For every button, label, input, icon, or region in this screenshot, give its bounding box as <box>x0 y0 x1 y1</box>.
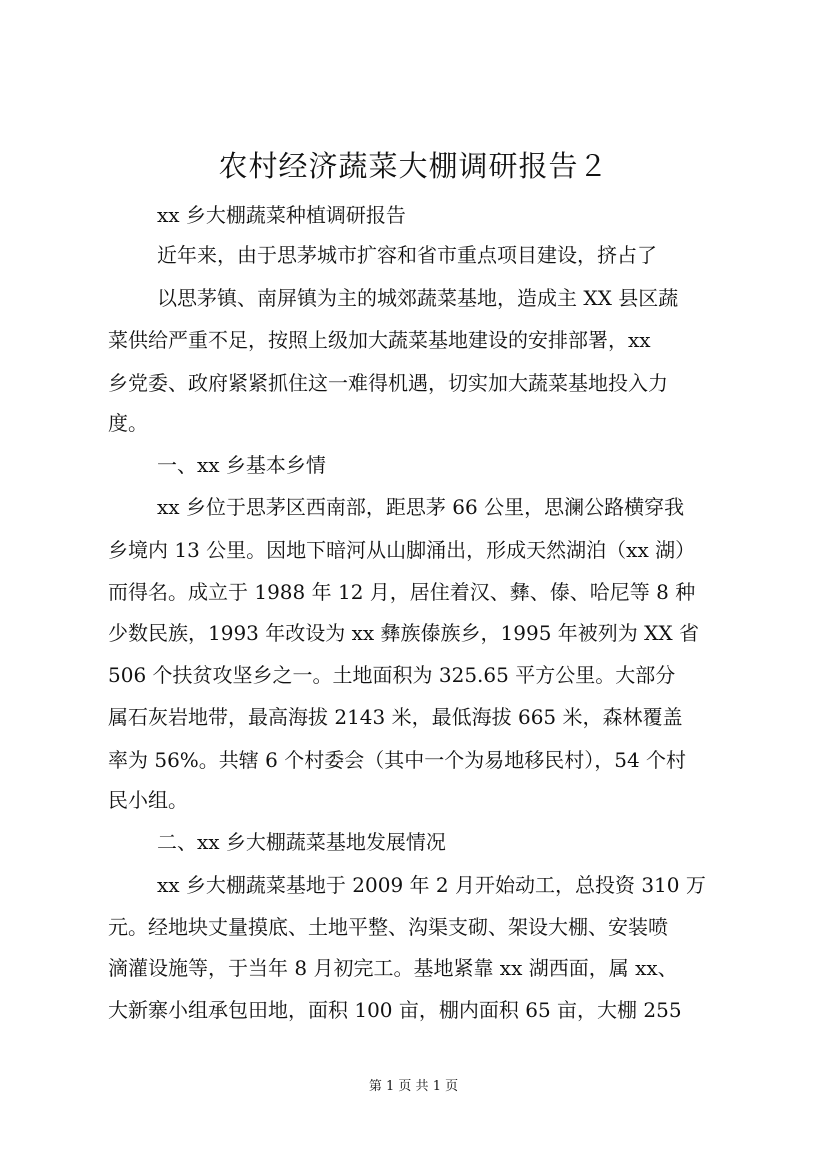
paragraph-line: 民小组。 <box>108 788 188 812</box>
paragraph-line: 元。经地块丈量摸底、土地平整、沟渠支砌、架设大棚、安装喷 <box>108 915 668 939</box>
paragraph-line: 度。 <box>108 411 148 435</box>
paragraph-line: 而得名。成立于 1988 年 12 月，居住着汉、彝、傣、哈尼等 8 种 <box>108 580 696 604</box>
paragraph-line: 滴灌设施等，于当年 8 月初完工。基地紧靠 xx 湖西面，属 xx、 <box>108 956 678 980</box>
section-heading: 一、xx 乡基本乡情 <box>157 453 326 477</box>
paragraph-line: 乡境内 13 公里。因地下暗河从山脚涌出，形成天然湖泊（xx 湖） <box>108 538 696 562</box>
paragraph-line: 菜供给严重不足，按照上级加大蔬菜基地建设的安排部署，xx <box>108 328 651 352</box>
paragraph-line: 大新寨小组承包田地，面积 100 亩，棚内面积 65 亩，大棚 255 <box>108 998 682 1022</box>
document-title: 农村经济蔬菜大棚调研报告２ <box>218 149 609 183</box>
paragraph-line: 乡党委、政府紧紧抓住这一难得机遇，切实加大蔬菜基地投入力 <box>108 371 668 395</box>
paragraph-line: 以思茅镇、南屏镇为主的城郊蔬菜基地，造成主 XX 县区蔬 <box>157 286 679 310</box>
paragraph-line: 506 个扶贫攻坚乡之一。土地面积为 325.65 平方公里。大部分 <box>108 663 676 687</box>
paragraph-line: xx 乡大棚蔬菜基地于 2009 年 2 月开始动工，总投资 310 万 <box>157 873 706 897</box>
paragraph-line: xx 乡位于思茅区西南部，距思茅 66 公里，思澜公路横穿我 <box>157 495 685 519</box>
page-footer: 第 1 页 共 1 页 <box>368 1079 459 1094</box>
subtitle-line: xx 乡大棚蔬菜种植调研报告 <box>157 203 406 227</box>
paragraph-line: 少数民族，1993 年改设为 xx 彝族傣族乡，1995 年被列为 XX 省 <box>108 621 699 645</box>
paragraph-line: 率为 56%。共辖 6 个村委会（其中一个为易地移民村），54 个村 <box>108 748 687 772</box>
section-heading: 二、xx 乡大棚蔬菜基地发展情况 <box>157 830 446 854</box>
paragraph-line: 属石灰岩地带，最高海拔 2143 米，最低海拔 665 米，森林覆盖 <box>108 705 683 729</box>
paragraph-line: 近年来，由于思茅城市扩容和省市重点项目建设，挤占了 <box>157 243 657 267</box>
